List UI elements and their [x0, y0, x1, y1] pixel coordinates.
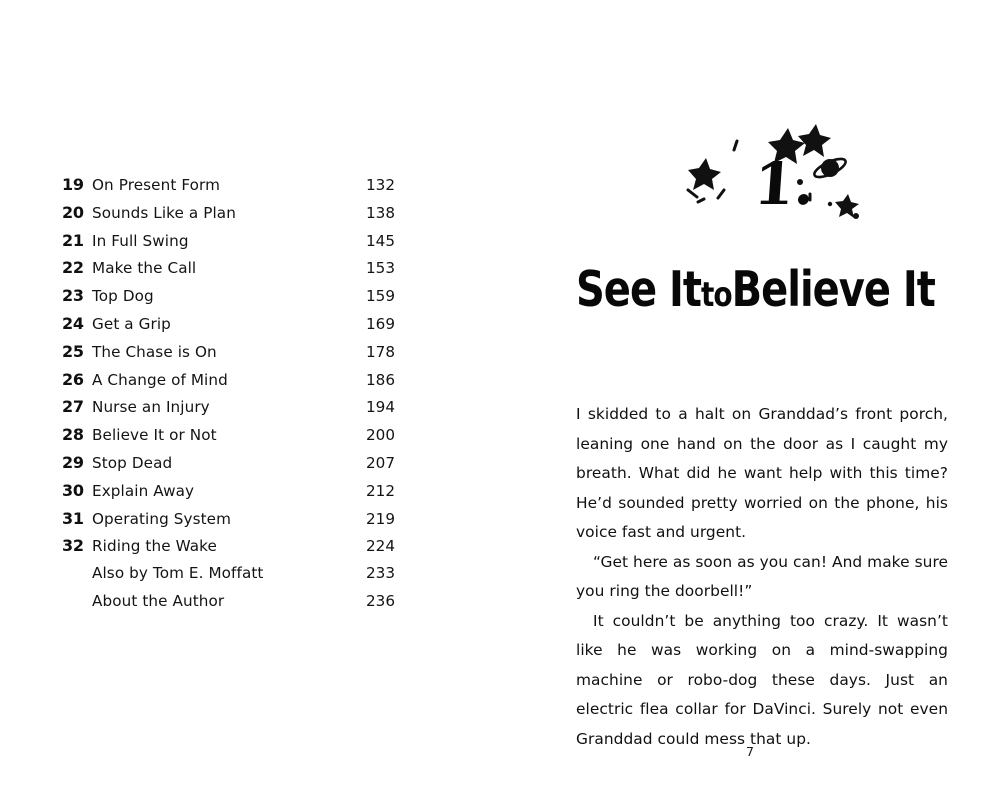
- chapter-title: [576, 262, 976, 318]
- toc-entry-title: Explain Away: [92, 481, 195, 500]
- toc-entry-number: 26: [62, 369, 84, 389]
- toc-entry-page: 153: [366, 259, 395, 278]
- toc-entry[interactable]: [62, 370, 412, 398]
- right-page: [500, 0, 1000, 800]
- chapter-title-to: to: [701, 274, 732, 315]
- toc-entry-page: 219: [366, 509, 395, 528]
- toc-entry[interactable]: [62, 453, 412, 481]
- chapter-body: [576, 400, 948, 754]
- toc-entry[interactable]: [62, 342, 412, 370]
- toc-entry-number: 21: [62, 230, 84, 250]
- toc-entry-title: Believe It or Not: [92, 426, 217, 445]
- toc-entry[interactable]: [62, 536, 412, 564]
- toc-entry-number: 29: [62, 452, 84, 472]
- toc-entry-page: 159: [366, 287, 395, 306]
- toc-entry[interactable]: [62, 175, 412, 203]
- toc-entry[interactable]: [62, 564, 412, 592]
- toc-entry-title: A Change of Mind: [92, 370, 228, 389]
- toc-entry-number: 24: [62, 313, 84, 333]
- toc-entry-title: Operating System: [92, 509, 231, 528]
- toc-entry-number: 30: [62, 480, 84, 500]
- toc-entry-number: 19: [62, 175, 84, 194]
- toc-entry-title: Also by Tom E. Moffatt: [92, 564, 264, 583]
- chapter-title-part2: Believe It: [731, 262, 935, 319]
- toc-entry[interactable]: [62, 314, 412, 342]
- toc-entry[interactable]: [62, 592, 412, 620]
- table-of-contents: [62, 175, 412, 620]
- toc-entry-number: 20: [62, 202, 84, 222]
- toc-entry-title: Stop Dead: [92, 453, 173, 472]
- toc-entry-page: 145: [366, 231, 395, 250]
- toc-entry-page: 233: [366, 564, 395, 583]
- toc-entry-title: Nurse an Injury: [92, 398, 210, 417]
- toc-entry-title: The Chase is On: [92, 342, 217, 361]
- toc-entry-title: On Present Form: [92, 176, 220, 194]
- toc-entry-page: 224: [366, 537, 395, 556]
- toc-entry[interactable]: [62, 231, 412, 259]
- toc-entry[interactable]: [62, 258, 412, 286]
- paragraph: “Get here as soon as you can! And make sure you ring the doorbell!”: [576, 552, 948, 600]
- toc-entry[interactable]: [62, 509, 412, 537]
- toc-entry-title: About the Author: [92, 591, 225, 610]
- chapter-title-part1: See It: [576, 262, 701, 319]
- paragraph: I skidded to a halt on Granddad’s front porch, leaning one hand on the door as I caught my breath. What did he want help with this time? He’d sounded pretty worried on the phone, his voice fast and urgent.: [576, 405, 948, 541]
- toc-entry-page: 178: [366, 342, 395, 361]
- toc-entry-number: 31: [62, 508, 84, 528]
- chapter-number: 1.: [751, 150, 817, 218]
- page-number: 7: [746, 744, 754, 759]
- toc-entry-page: 194: [366, 398, 395, 417]
- toc-entry-number: 27: [62, 397, 84, 417]
- toc-entry-number: 23: [62, 286, 84, 306]
- paragraph: It couldn’t be anything too crazy. It wasn’t like he was working on a mind-swapping machine or robo-dog these days. Just an electric flea collar for DaVinci. Surely not even Granddad could mess that up.: [576, 611, 948, 748]
- toc-entry-number: 22: [62, 258, 84, 278]
- toc-entry-page: 236: [366, 591, 395, 610]
- toc-entry-page: 169: [366, 314, 395, 333]
- toc-entry-title: In Full Swing: [92, 231, 189, 250]
- toc-entry-page: 212: [366, 481, 395, 500]
- toc-entry-title: Sounds Like a Plan: [92, 203, 236, 222]
- toc-entry-title: Riding the Wake: [92, 537, 217, 556]
- toc-entry-number: 32: [62, 536, 84, 556]
- toc-entry-title: Make the Call: [92, 259, 197, 278]
- toc-entry[interactable]: [62, 397, 412, 425]
- toc-entry-page: 138: [366, 203, 395, 222]
- toc-entry[interactable]: [62, 425, 412, 453]
- chapter-decoration: [680, 120, 880, 250]
- toc-entry-page: 207: [366, 453, 395, 472]
- toc-entry-page: 186: [366, 370, 395, 389]
- toc-entry[interactable]: [62, 286, 412, 314]
- toc-entry[interactable]: [62, 481, 412, 509]
- toc-entry-page: 200: [366, 426, 395, 445]
- toc-entry-page: 132: [366, 176, 395, 194]
- toc-entry-number: 28: [62, 425, 84, 445]
- toc-entry-title: Top Dog: [92, 287, 154, 306]
- toc-entry[interactable]: [62, 203, 412, 231]
- toc-entry-number: 25: [62, 341, 84, 361]
- toc-entry-title: Get a Grip: [92, 314, 171, 333]
